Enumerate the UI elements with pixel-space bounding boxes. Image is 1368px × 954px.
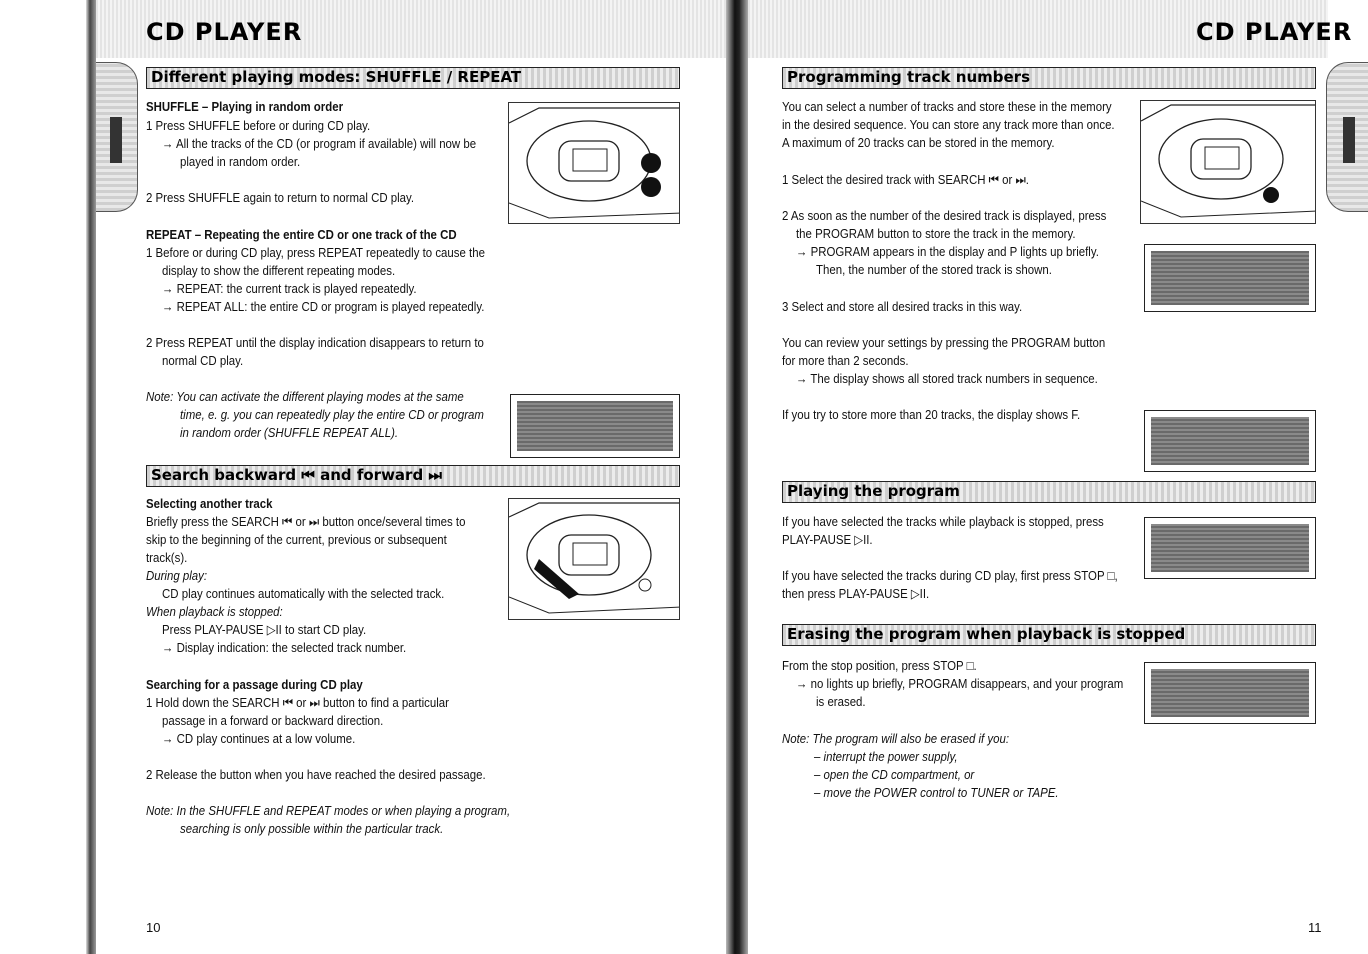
program-display-illustration	[1144, 244, 1316, 312]
binding-shadow	[86, 0, 96, 954]
note-1: Note: You can activate the different playing modes at the same	[146, 389, 464, 404]
section-header-playing-program: Playing the program	[782, 481, 1316, 503]
selecting-during-play: During play:	[146, 568, 208, 583]
cd-player-illustration	[508, 102, 680, 224]
display-illustration	[510, 394, 680, 458]
note-1-cont: time, e. g. you can repeatedly play the entire CD or program	[180, 407, 484, 422]
prog-intro-3: A maximum of 20 tracks can be stored in the memory.	[782, 135, 1055, 150]
erase-display-illustration	[1144, 662, 1316, 724]
selecting-line-8: → Display indication: the selected track number.	[162, 640, 407, 655]
lcd-screen	[1151, 417, 1309, 465]
repeat-mode-single: → REPEAT: the current track is played repeatedly.	[162, 281, 417, 296]
play-line-4: then press PLAY-PAUSE ▷II.	[782, 586, 930, 601]
shuffle-step-1: 1 Press SHUFFLE before or during CD play.	[146, 118, 371, 133]
repeat-step-1: 1 Before or during CD play, press REPEAT repeatedly to cause the	[146, 245, 485, 260]
page-title: CD PLAYER	[146, 18, 303, 46]
lcd-screen	[1151, 669, 1309, 717]
page-number: 10	[146, 920, 161, 935]
prog-step-2-result: → PROGRAM appears in the display and P lights up briefly.	[796, 244, 1099, 259]
tab-marker	[110, 117, 122, 163]
selecting-line-2: skip to the beginning of the current, previous or subsequent	[146, 532, 447, 547]
searching-result: → CD play continues at a low volume.	[162, 731, 356, 746]
searching-step-1: 1 Hold down the SEARCH ⏮ or ⏭ button to find a particular	[146, 695, 449, 710]
note-2: Note: In the SHUFFLE and REPEAT modes or when playing a program,	[146, 803, 511, 818]
center-binding	[726, 0, 748, 954]
repeat-step-2-cont: normal CD play.	[162, 353, 244, 368]
prog-step-1: 1 Select the desired track with SEARCH ⏮ or ⏭.	[782, 172, 1029, 187]
repeat-step-1-cont: display to show the different repeating modes.	[162, 263, 396, 278]
prog-step-3: 3 Select and store all desired tracks in this way.	[782, 299, 1023, 314]
prog-step-2-cont: the PROGRAM button to store the track in the memory.	[796, 226, 1076, 241]
side-tab	[1326, 62, 1368, 212]
lcd-screen	[517, 401, 673, 451]
play-line-2: PLAY-PAUSE ▷II.	[782, 532, 873, 547]
lcd-screen	[1151, 251, 1309, 305]
selecting-when-stopped: When playback is stopped:	[146, 604, 283, 619]
prog-review-2: for more than 2 seconds.	[782, 353, 909, 368]
note-2-cont: searching is only possible within the particular track.	[180, 821, 444, 836]
selecting-line-7: Press PLAY-PAUSE ▷II to start CD play.	[162, 622, 367, 637]
cd-player-program-illustration	[1140, 100, 1316, 224]
repeat-mode-all: → REPEAT ALL: the entire CD or program is played repeatedly.	[162, 299, 485, 314]
note-1-cont-2: in random order (SHUFFLE REPEAT ALL).	[180, 425, 399, 440]
erase-note-item-1: – interrupt the power supply,	[814, 749, 958, 764]
page-title: CD PLAYER	[1196, 18, 1353, 46]
shuffle-result-cont: played in random order.	[180, 154, 301, 169]
erase-note-item-2: – open the CD compartment, or	[814, 767, 975, 782]
play-line-3: If you have selected the tracks during CD play, first press STOP □,	[782, 568, 1118, 583]
erase-line-2: → no lights up briefly, PROGRAM disappears, and your program	[796, 676, 1124, 691]
shuffle-step-2: 2 Press SHUFFLE again to return to normal CD play.	[146, 190, 415, 205]
selecting-line-5: CD play continues automatically with the selected track.	[162, 586, 445, 601]
prog-limit: If you try to store more than 20 tracks, the display shows F.	[782, 407, 1081, 422]
play-display-illustration	[1144, 517, 1316, 579]
section-header-search: Search backward ⏮ and forward ⏭	[146, 465, 680, 487]
right-page	[734, 0, 1368, 954]
searching-step-2: 2 Release the button when you have reached the desired passage.	[146, 767, 486, 782]
erase-line-1: From the stop position, press STOP □.	[782, 658, 977, 673]
searching-heading: Searching for a passage during CD play	[146, 677, 363, 692]
play-line-1: If you have selected the tracks while playback is stopped, press	[782, 514, 1104, 529]
shuffle-result: → All the tracks of the CD (or program if available) will now be	[162, 136, 477, 151]
searching-step-1-cont: passage in a forward or backward direction.	[162, 713, 384, 728]
repeat-step-2: 2 Press REPEAT until the display indication disappears to return to	[146, 335, 484, 350]
prog-review-1: You can review your settings by pressing the PROGRAM button	[782, 335, 1106, 350]
selecting-line-1: Briefly press the SEARCH ⏮ or ⏭ button once/several times to	[146, 514, 466, 529]
erase-note-item-3: – move the POWER control to TUNER or TAPE.	[814, 785, 1059, 800]
side-tab	[96, 62, 138, 212]
tab-marker	[1343, 117, 1355, 163]
prog-review-result: → The display shows all stored track numbers in sequence.	[796, 371, 1098, 386]
prog-intro-2: in the desired sequence. You can store any track more than once.	[782, 117, 1115, 132]
prog-step-2-result-cont: Then, the number of the stored track is shown.	[816, 262, 1052, 277]
shuffle-heading: SHUFFLE – Playing in random order	[146, 99, 344, 114]
erase-note: Note: The program will also be erased if you:	[782, 731, 1010, 746]
selecting-line-3: track(s).	[146, 550, 188, 565]
erase-line-3: is erased.	[816, 694, 866, 709]
section-header-programming: Programming track numbers	[782, 67, 1316, 89]
page-number: 11	[1308, 920, 1322, 935]
section-header-playing-modes: Different playing modes: SHUFFLE / REPEAT	[146, 67, 680, 89]
section-header-erasing: Erasing the program when playback is stopped	[782, 624, 1316, 646]
lcd-screen	[1151, 524, 1309, 572]
cd-player-search-illustration	[508, 498, 680, 620]
prog-intro-1: You can select a number of tracks and store these in the memory	[782, 99, 1112, 114]
selecting-heading: Selecting another track	[146, 496, 273, 511]
full-display-illustration	[1144, 410, 1316, 472]
prog-step-2: 2 As soon as the number of the desired track is displayed, press	[782, 208, 1107, 223]
repeat-heading: REPEAT – Repeating the entire CD or one track of the CD	[146, 227, 457, 242]
